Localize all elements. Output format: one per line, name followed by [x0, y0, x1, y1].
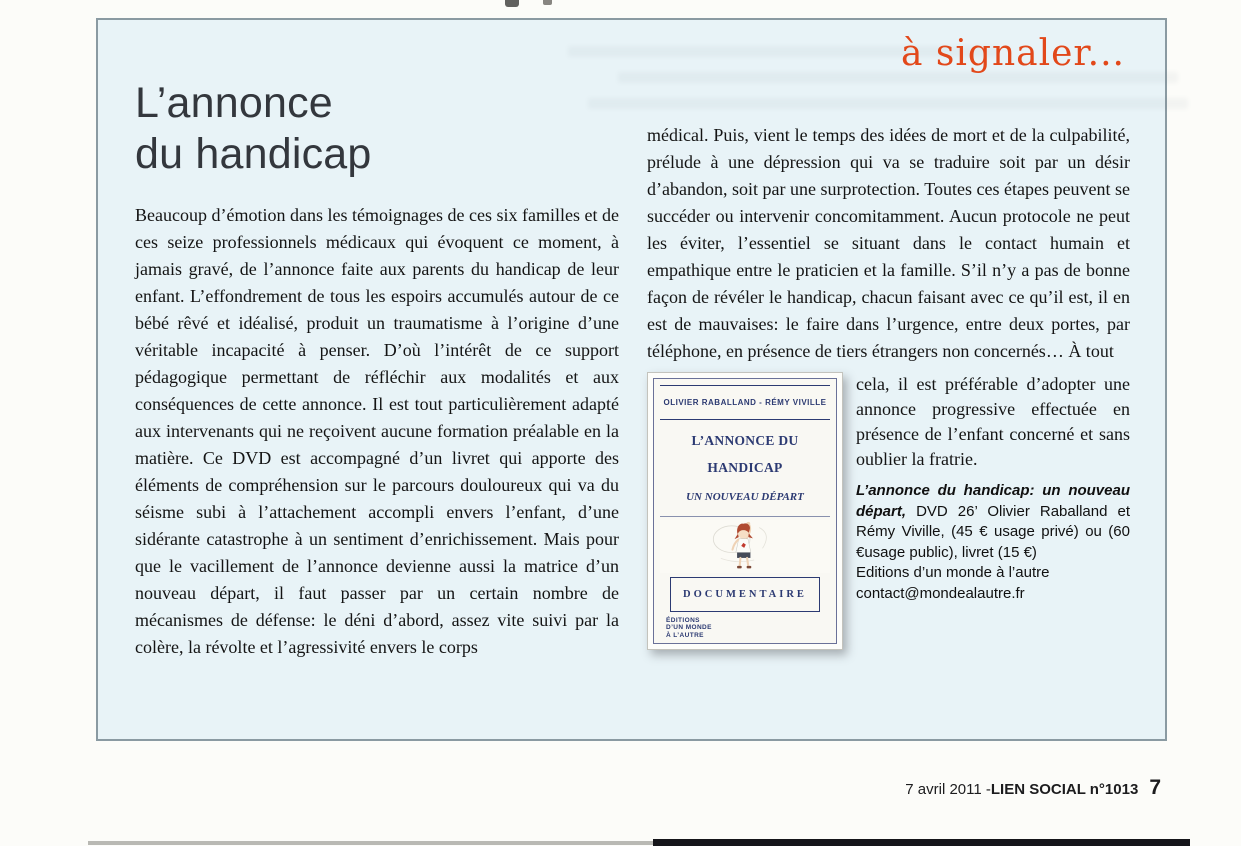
article-column-left: Beaucoup d’émotion dans les témoignages de ces six familles et de ces seize professionnels médicaux qui évoquent ce moment, à jamais gravé, de l’annonce faite aux parents du handicap de leur enfant. L’effondrement de tous les espoirs accumulés autour de ce bébé rêvé et idéalisé, produit un traumatisme à l’origine d’une véritable incapacité à penser. D’où l’intérêt de ce support pédagogique permettant de réfléchir aux modalités et aux conséquences de cette annonce. Il est tout particulièrement adapté aux intervenants qui ne reçoivent aucune formation préalable en la matière. Ce DVD est accompagné d’un livret qui apporte des éléments de compréhension sur le parcours douloureux qui va du séisme subi à l’attachement accompli envers l’enfant, d’une sidérante catastrophe à un sentiment d’enrichissement. Mais pour que le vacillement de l’annonce devienne aussi la matrice d’un nouveau départ, il faut passer par un certain nombre de mécanismes de défense: le déni d’abord, assez vite suivi par la colère, la révolte et l’agressivité envers le corps	[135, 205, 619, 657]
article-title-line2: du handicap	[135, 130, 372, 178]
footer-page-number: 7	[1149, 776, 1161, 799]
dvd-genre-band: DOCUMENTAIRE	[670, 577, 820, 612]
media-row	[647, 372, 1130, 650]
article-column-right	[647, 122, 1130, 650]
dvd-publisher-logo	[660, 617, 830, 640]
dvd-illustration	[660, 520, 830, 573]
article-title	[135, 78, 372, 180]
dvd-cover-frame	[653, 378, 837, 644]
scan-artifact	[653, 839, 1190, 846]
section-label: à signaler...	[901, 33, 1125, 74]
dvd-cover	[647, 372, 843, 650]
dvd-publisher-line3: À L’AUTRE	[666, 631, 704, 639]
dvd-authors: OLIVIER RABALLAND - RÉMY VIVILLE	[660, 385, 830, 420]
scan-artifact	[88, 841, 653, 845]
dvd-subtitle: UN NOUVEAU DÉPART	[660, 484, 830, 517]
article-panel	[96, 18, 1167, 741]
scan-artifact	[543, 0, 552, 5]
dvd-publisher-line1: ÉDITIONS	[666, 616, 700, 624]
dvd-caption-title: L’annonce du handicap: un nouveau départ,	[856, 482, 1130, 520]
footer-issue: LIEN SOCIAL n°1013	[990, 781, 1139, 798]
footer-date: 7 avril 2011 -	[905, 781, 991, 798]
dvd-title: L’ANNONCE DU HANDICAP	[691, 433, 799, 475]
scan-artifact	[505, 0, 519, 7]
page-footer	[500, 776, 1161, 800]
article-column-right-wrap: cela, il est préférable d’adopter une annonce progressive effectuée en présence de l’enfant concerné et sans oublier la fratrie.	[856, 374, 1130, 469]
wrap-and-caption	[856, 372, 1130, 604]
article-column-right-text: médical. Puis, vient le temps des idées de mort et de la culpabilité, prélude à une dépression qui va se traduire soit par un désir d’abandon, soit par une surprotection. Toutes ces étapes peuvent se succéder ou intervenir concomitamment. Aucun protocole ne peut les éviter, l’essentiel se situant dans le contact humain et empathique entre le praticien et la famille. S’il n’y a pas de bonne façon de révéler le handicap, chacun faisant avec ce qu’il est, il en est de mauvaises: le faire dans l’urgence, entre deux portes, par téléphone, en présence de tiers étrangers non concernés… À tout	[647, 125, 1130, 361]
dvd-caption-details: DVD 26’ Olivier Raballand et Rémy Viville, (45 € usage privé) ou (60 €usage public), livret (15 €)	[856, 502, 1130, 561]
print-bleed-artifact	[588, 98, 1188, 109]
dvd-caption-contact: contact@mondealautre.fr	[856, 584, 1025, 602]
dvd-caption-publisher: Editions d’un monde à l’autre	[856, 564, 1050, 581]
article-title-line1: L’annonce	[135, 79, 333, 127]
dvd-publisher-line2: D’UN MONDE	[666, 624, 712, 631]
dvd-caption	[856, 481, 1130, 563]
dvd-illustration-drawing	[660, 520, 830, 573]
